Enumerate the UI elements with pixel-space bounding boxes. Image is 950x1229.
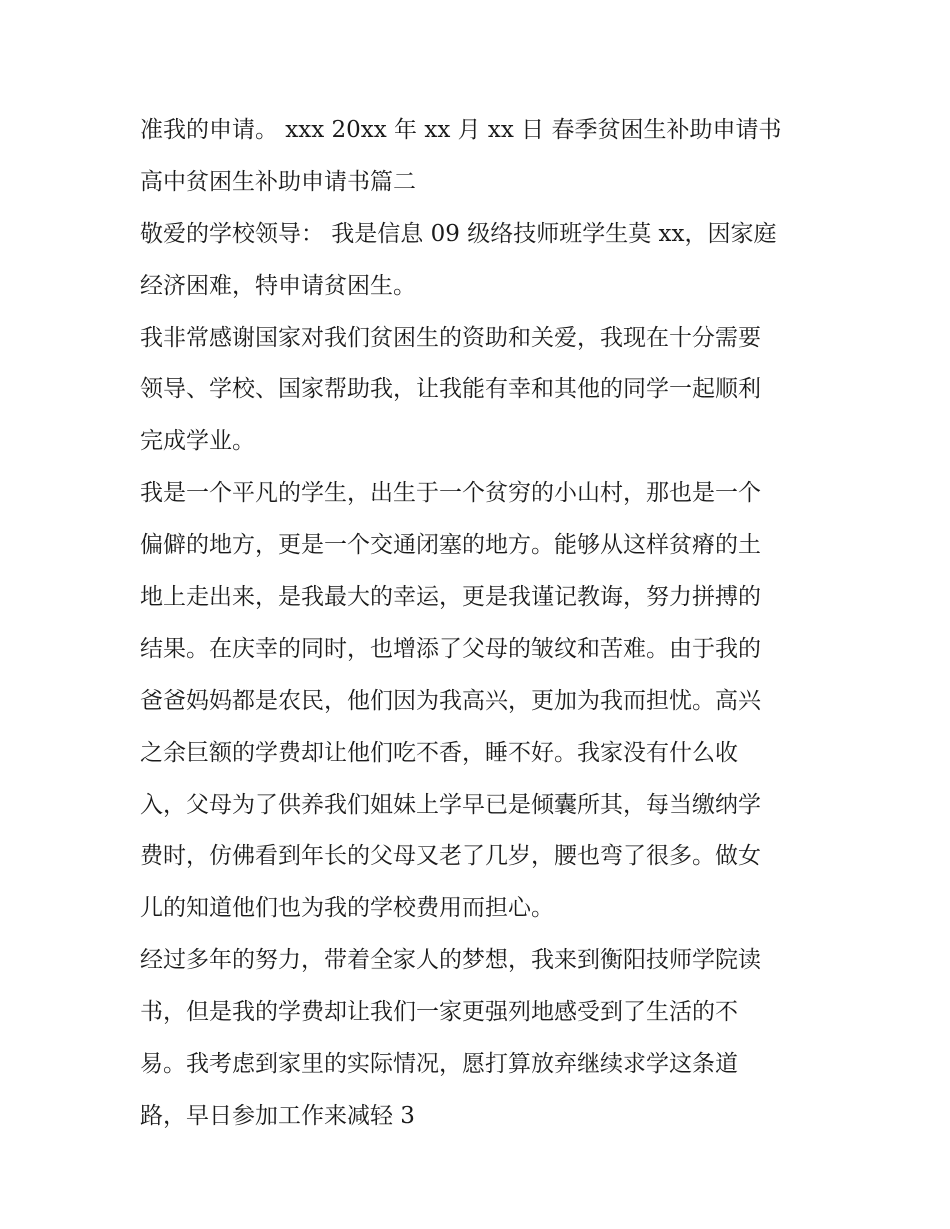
text-line: 我是一个平凡的学生，出生于一个贫穷的小山村，那也是一个 [140, 480, 761, 507]
text-line: 经济困难，特申请贫困生。 [140, 272, 416, 299]
text-line: 准我的申请。 xxx 20xx 年 xx 月 xx 日 春季贫困生补助申请书 [140, 117, 782, 143]
text-line: 费时，仿佛看到年长的父母又老了几岁，腰也弯了很多。做女 [140, 843, 761, 870]
text-line: 敬爱的学校领导： 我是信息 09 级络技师班学生莫 xx，因家庭 [140, 220, 777, 247]
text-line: 入，父母为了供养我们姐妹上学早已是倾囊所其，每当缴纳学 [140, 791, 761, 818]
text-line: 易。我考虑到家里的实际情况，愿打算放弃继续求学这条道 [140, 1051, 738, 1078]
section-heading: 高中贫困生补助申请书篇二 [140, 168, 416, 195]
document-body [140, 108, 820, 1146]
text-line: 领导、学校、国家帮助我，让我能有幸和其他的同学一起顺利 [140, 376, 761, 403]
text-line: 完成学业。 [140, 428, 255, 455]
text-line: 结果。在庆幸的同时，也增添了父母的皱纹和苦难。由于我的 [140, 635, 761, 662]
text-line: 路，早日参加工作来减轻 3 [140, 1102, 415, 1129]
text-line: 爸爸妈妈都是农民，他们因为我高兴，更加为我而担忧。高兴 [140, 687, 761, 714]
text-line: 偏僻的地方，更是一个交通闭塞的地方。能够从这样贫瘠的土 [140, 532, 761, 559]
text-line: 我非常感谢国家对我们贫困生的资助和关爱，我现在十分需要 [140, 324, 761, 351]
text-line: 书，但是我的学费却让我们一家更强列地感受到了生活的不 [140, 999, 738, 1026]
text-line: 地上走出来，是我最大的幸运，更是我谨记教诲，努力拼搏的 [140, 584, 761, 611]
text-line: 经过多年的努力，带着全家人的梦想，我来到衡阳技师学院读 [140, 947, 761, 974]
text-line: 儿的知道他们也为我的学校费用而担心。 [140, 895, 554, 922]
text-line: 之余巨额的学费却让他们吃不香，睡不好。我家没有什么收 [140, 739, 738, 766]
